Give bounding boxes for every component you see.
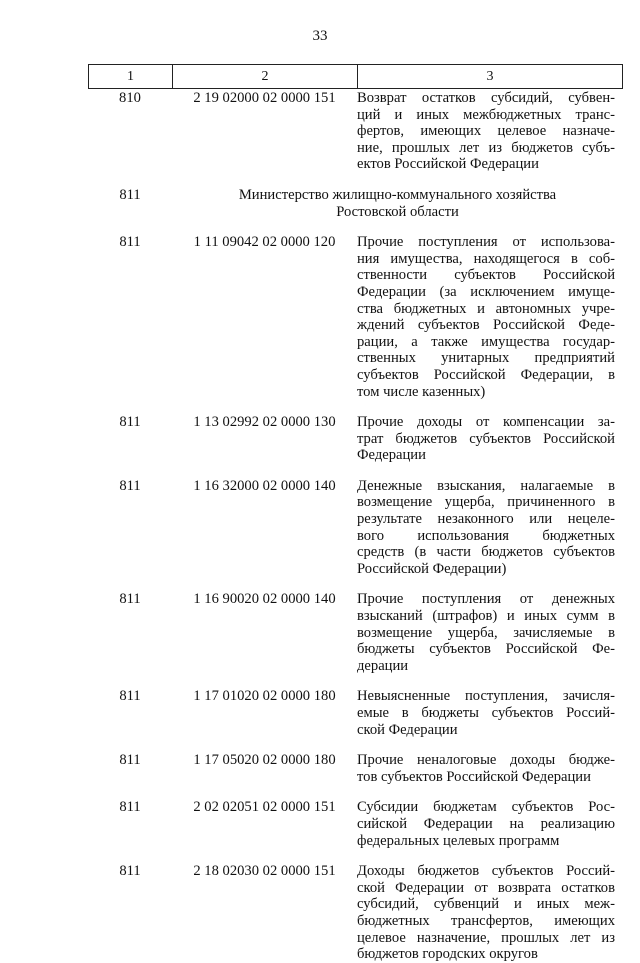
description-cell <box>357 799 615 849</box>
ministry-heading-cell <box>172 187 623 220</box>
description-line: Доходы бюджетов субъектов Россий- <box>357 863 615 880</box>
description-line: результате незаконного или нецеле- <box>357 511 615 528</box>
description-line: Прочие доходы от компенсации за- <box>357 414 615 431</box>
budget-classification-code-cell: 1 11 09042 02 0000 120 <box>193 234 336 251</box>
row-spacer <box>88 674 623 687</box>
description-line: взысканий (штрафов) и иных сумм в <box>357 608 615 625</box>
description-line: Невыясненные поступления, зачисля- <box>357 688 615 705</box>
table-row <box>88 234 623 400</box>
description-line: ций и иных межбюджетных транс- <box>357 106 615 123</box>
description-line: ственных унитарных предприятий <box>357 350 615 367</box>
description-line: ждений субъектов Российской Феде- <box>357 317 615 334</box>
description-line: Субсидии бюджетам субъектов Рос- <box>357 799 615 816</box>
description-line: Федерации <box>357 447 426 464</box>
table-row <box>88 414 623 464</box>
table-body <box>88 90 623 963</box>
description-line: бюджеты субъектов Российской Фе- <box>357 641 615 658</box>
admin-code-cell: 811 <box>119 863 141 880</box>
row-spacer <box>88 173 623 186</box>
description-line: возмещение ущерба, причиненного в <box>357 494 615 511</box>
description-cell <box>357 234 615 400</box>
description-line: бюджетных трансфертов, имеющих <box>357 912 615 929</box>
description-cell <box>357 863 615 963</box>
description-cell <box>357 752 615 785</box>
description-line: субсидий, субвенций и иных меж- <box>357 896 615 913</box>
description-line: ния имущества, находящегося в соб- <box>357 250 615 267</box>
table-row <box>88 187 623 220</box>
table-row <box>88 90 623 173</box>
description-cell <box>357 591 615 674</box>
row-spacer <box>88 400 623 413</box>
description-line: ектов Российской Федерации <box>357 156 539 173</box>
description-line: дерации <box>357 657 409 674</box>
table-row <box>88 591 623 674</box>
ministry-heading-line: Ростовской области <box>336 203 459 220</box>
budget-classification-code-cell: 2 02 02051 02 0000 151 <box>193 799 336 816</box>
row-spacer <box>88 464 623 477</box>
description-cell <box>357 478 615 578</box>
description-line: тов субъектов Российской Федерации <box>357 768 591 785</box>
ministry-heading-line: Министерство жилищно-коммунального хозяйства <box>238 186 557 203</box>
description-line: Российской Федерации) <box>357 560 507 577</box>
description-line: трат бюджетов субъектов Российской <box>357 430 615 447</box>
description-line: ние, прошлых лет из бюджетов субъ- <box>357 139 615 156</box>
column-header-1: 1 <box>89 65 173 88</box>
description-line: ской Федерации <box>357 721 458 738</box>
admin-code-cell: 811 <box>119 688 141 705</box>
row-spacer <box>88 577 623 590</box>
description-cell <box>357 90 615 173</box>
budget-classification-code-cell: 1 16 32000 02 0000 140 <box>193 477 336 494</box>
description-line: федеральных целевых программ <box>357 832 560 849</box>
description-line: ской Федерации от возврата остатков <box>357 879 615 896</box>
revenue-codes-table <box>88 64 623 963</box>
table-header-row <box>88 64 623 89</box>
budget-classification-code-cell: 1 16 90020 02 0000 140 <box>193 591 336 608</box>
budget-classification-code-cell: 1 17 05020 02 0000 180 <box>193 752 336 769</box>
description-line: субъектов Российской Федерации, в <box>357 366 615 383</box>
description-cell <box>357 688 615 738</box>
description-line: том числе казенных) <box>357 383 486 400</box>
table-row <box>88 752 623 785</box>
table-row <box>88 863 623 963</box>
description-line: средств (в части бюджетов субъектов <box>357 544 615 561</box>
description-line: Прочие неналоговые доходы бюдже- <box>357 752 615 769</box>
description-line: фертов, имеющих целевое назначе- <box>357 123 615 140</box>
table-row <box>88 478 623 578</box>
row-spacer <box>88 738 623 751</box>
column-header-3: 3 <box>486 68 494 84</box>
admin-code-cell: 811 <box>119 477 141 494</box>
description-line: вого использования бюджетных <box>357 527 615 544</box>
budget-classification-code-cell: 1 13 02992 02 0000 130 <box>193 414 336 431</box>
budget-classification-code-cell: 1 17 01020 02 0000 180 <box>193 688 336 705</box>
admin-code-cell: 810 <box>119 90 141 106</box>
description-line: Прочие поступления от денежных <box>357 591 615 608</box>
budget-classification-code-cell: 2 18 02030 02 0000 151 <box>193 863 336 880</box>
description-line: ственности субъектов Российской <box>357 267 615 284</box>
budget-classification-code-cell: 2 19 02000 02 0000 151 <box>193 90 336 106</box>
description-line: Прочие поступления от использова- <box>357 234 615 251</box>
description-line: бюджетов городских округов <box>357 946 538 963</box>
description-line: возмещение ущерба, зачисляемые в <box>357 624 615 641</box>
row-spacer <box>88 785 623 798</box>
admin-code-cell: 811 <box>119 186 141 203</box>
page-number: 33 <box>312 28 328 44</box>
table-row <box>88 799 623 849</box>
admin-code-cell: 811 <box>119 414 141 431</box>
admin-code-cell: 811 <box>119 591 141 608</box>
table-row <box>88 688 623 738</box>
row-spacer <box>88 220 623 233</box>
admin-code-cell: 811 <box>119 234 141 251</box>
admin-code-cell: 811 <box>119 799 141 816</box>
column-header-2: 2 <box>173 65 358 88</box>
description-line: Денежные взыскания, налагаемые в <box>357 477 615 494</box>
description-line: емые в бюджеты субъектов Россий- <box>357 705 615 721</box>
description-line: ства бюджетных и автономных учре- <box>357 300 615 317</box>
row-spacer <box>88 849 623 862</box>
description-line: Федерации (за исключением имуще- <box>357 283 615 300</box>
description-line: Возврат остатков субсидий, субвен- <box>357 90 615 106</box>
description-cell <box>357 414 615 464</box>
description-line: сийской Федерации на реализацию <box>357 815 615 832</box>
description-line: целевое назначение, прошлых лет из <box>357 929 615 946</box>
description-line: рации, а также имущества государ- <box>357 333 615 350</box>
admin-code-cell: 811 <box>119 752 141 769</box>
